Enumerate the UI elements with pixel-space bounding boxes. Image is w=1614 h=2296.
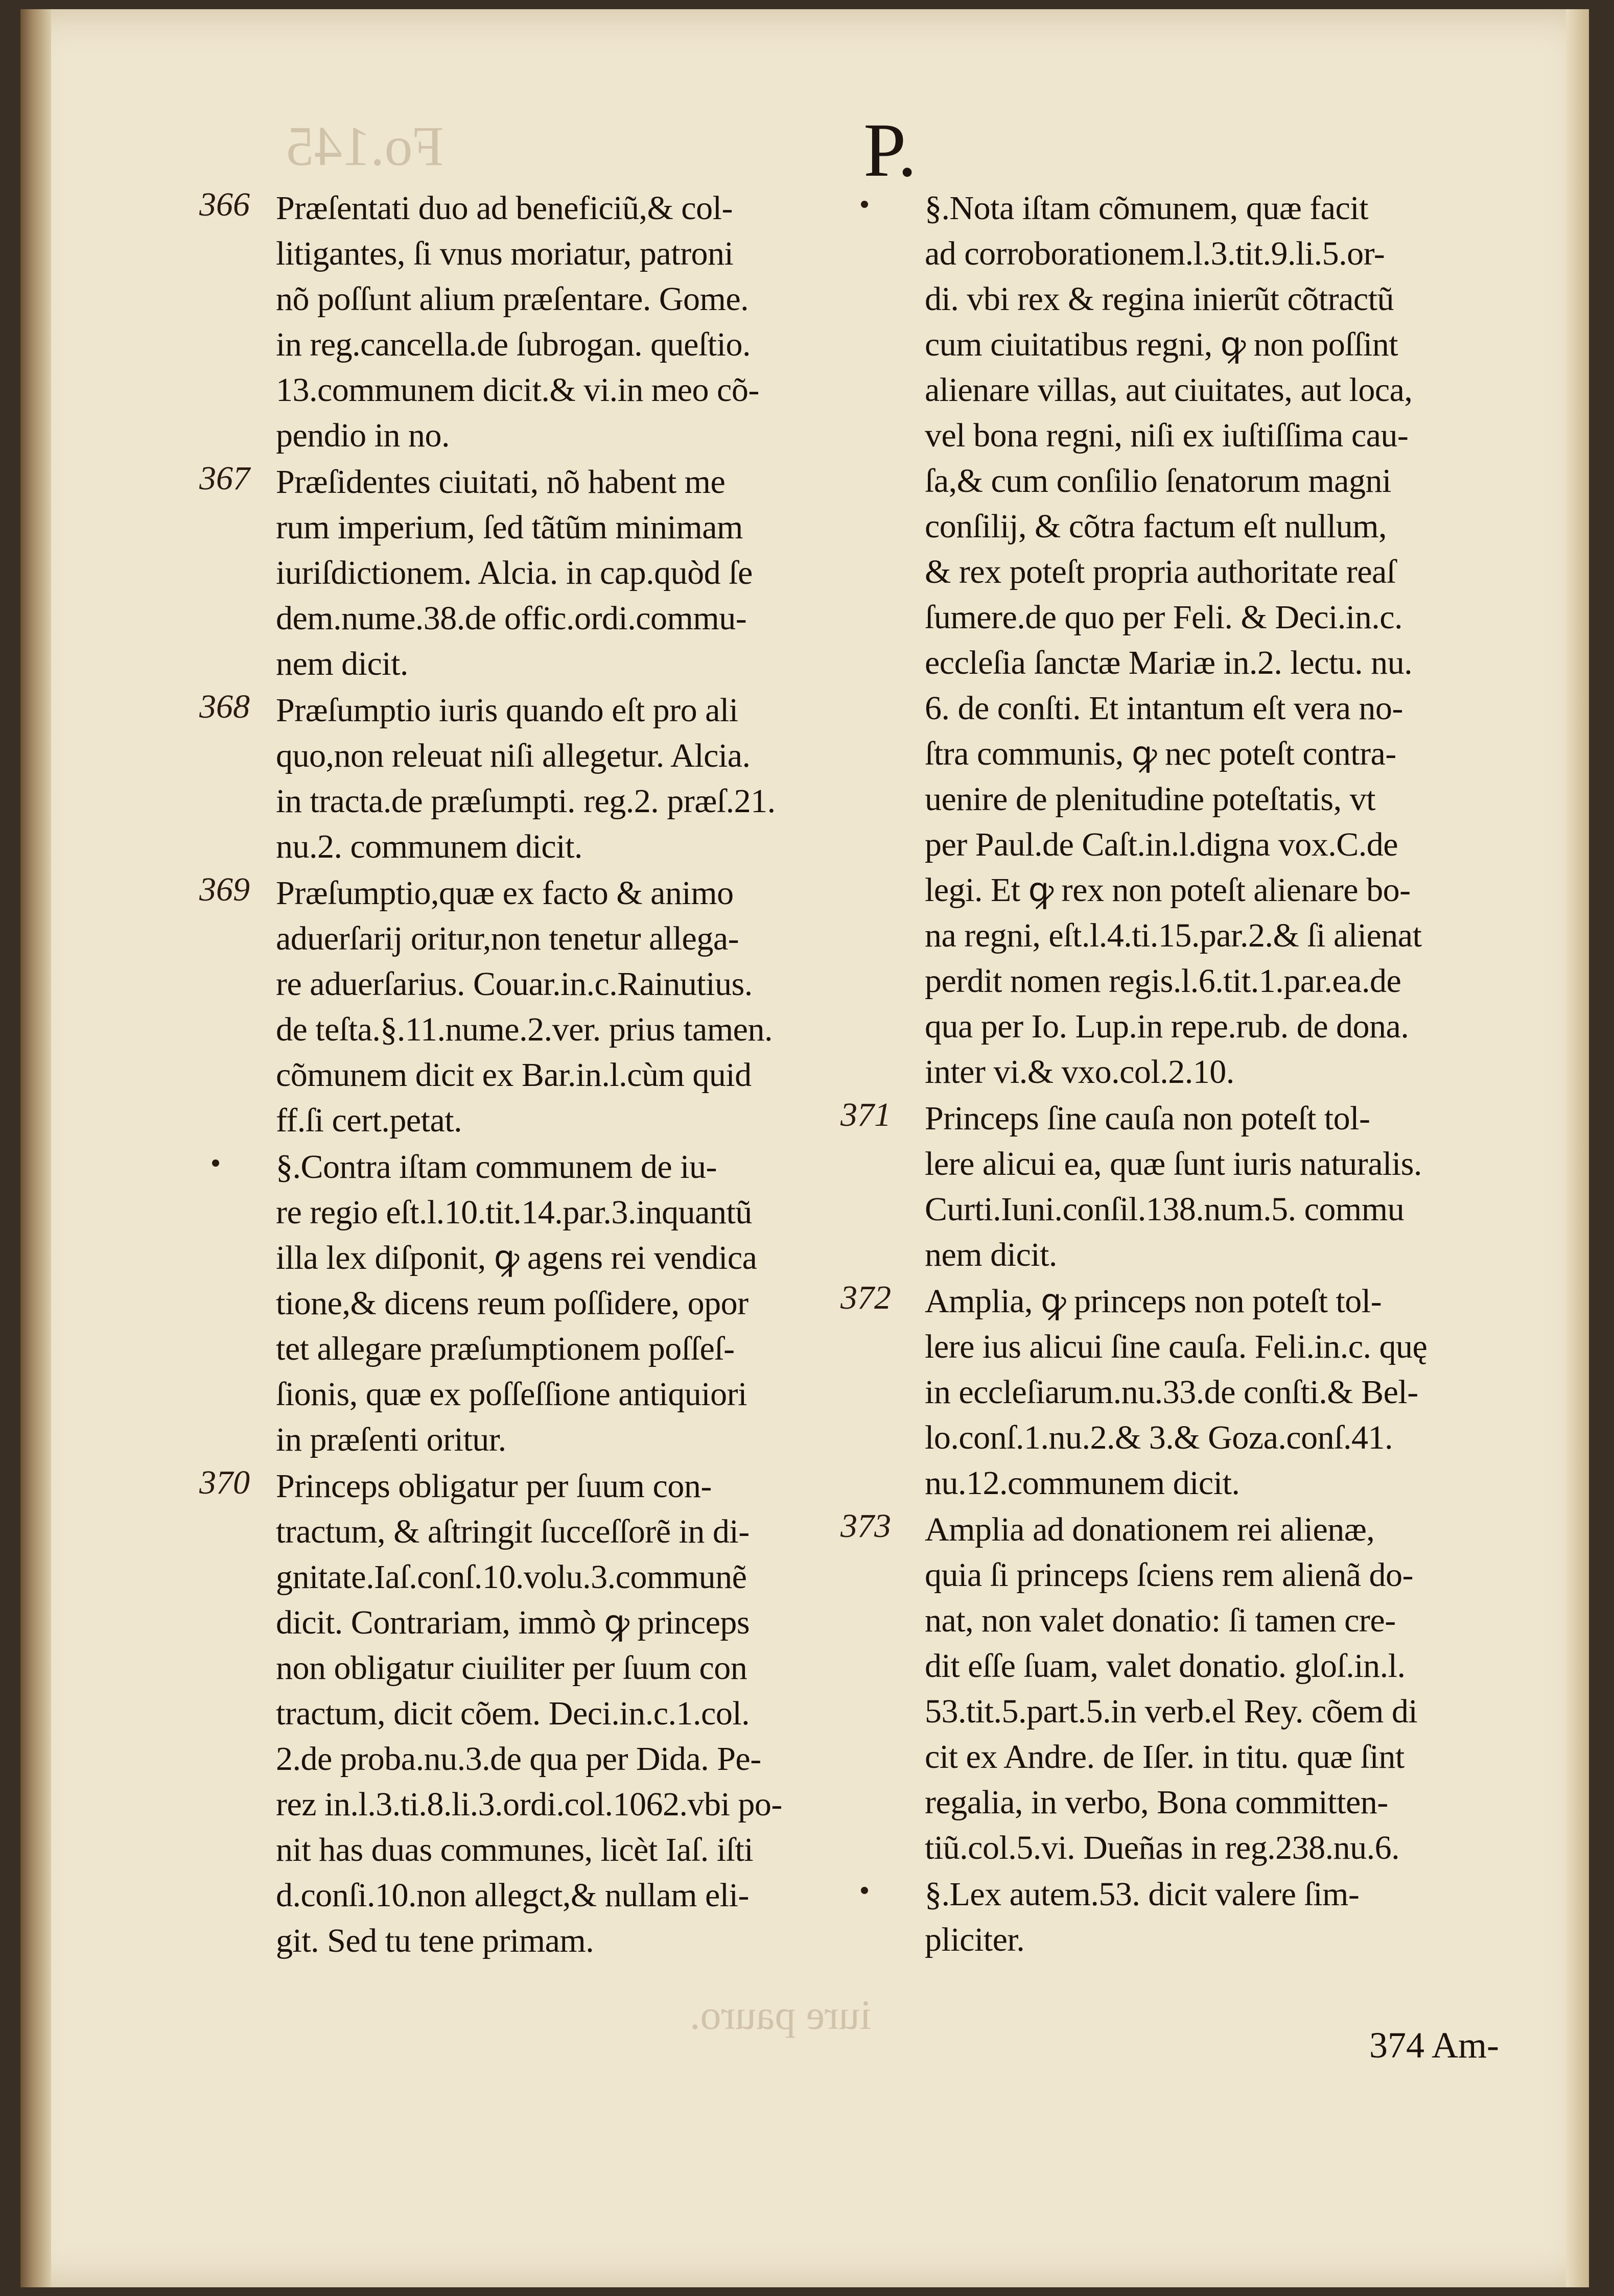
text-line: ſa,& cum conſilio ſenatorum magni bbox=[925, 462, 1391, 500]
text-line: Præſidentes ciuitati, nõ habent me bbox=[276, 463, 726, 501]
text-line: nem dicit. bbox=[276, 645, 408, 682]
text-line: na regni, eſt.l.4.ti.15.par.2.& ſi alienat bbox=[925, 917, 1422, 954]
entry-number: 373 bbox=[840, 1507, 891, 1545]
text-line: in præſenti oritur. bbox=[276, 1421, 506, 1458]
text-line: ff.ſi cert.petat. bbox=[276, 1102, 462, 1139]
binding-edge bbox=[20, 9, 51, 2287]
text-line: per Paul.de Caſt.in.l.digna vox.C.de bbox=[925, 826, 1398, 863]
text-line: lere alicui ea, quæ ſunt iuris naturalis. bbox=[925, 1145, 1422, 1182]
text-line: quia ſi princeps ſciens rem alienã do- bbox=[925, 1556, 1413, 1594]
text-line: regalia, in verbo, Bona committen- bbox=[925, 1784, 1388, 1821]
text-line: Princeps ſine cauſa non poteſt tol- bbox=[925, 1100, 1370, 1137]
text-line: uenire de plenitudine poteſtatis, vt bbox=[925, 780, 1375, 818]
text-line: dem.nume.38.de offic.ordi.commu- bbox=[276, 600, 747, 637]
text-line: Præſentati duo ad beneficiũ,& col- bbox=[276, 190, 733, 227]
text-entry bbox=[199, 688, 874, 869]
text-line: ſtra communis, ꝙ nec poteſt contra- bbox=[925, 735, 1396, 772]
paragraph-bullet bbox=[212, 1159, 219, 1167]
text-line: 53.tit.5.part.5.in verb.el Rey. cõem di bbox=[925, 1693, 1418, 1730]
text-line: pliciter. bbox=[925, 1921, 1025, 1958]
text-line: cum ciuitatibus regni, ꝙ non poſſint bbox=[925, 326, 1398, 363]
left-column bbox=[199, 185, 874, 1964]
signature-mark: P. bbox=[863, 108, 917, 193]
text-entry bbox=[840, 1507, 1523, 1871]
paragraph-bullet bbox=[861, 201, 868, 208]
text-entry bbox=[840, 1279, 1523, 1506]
text-line: eccleſia ſanctæ Mariæ in.2. lectu. nu. bbox=[925, 644, 1413, 681]
entry-number: 369 bbox=[199, 871, 250, 908]
text-line: re regio eſt.l.10.tit.14.par.3.inquantũ bbox=[276, 1194, 752, 1231]
text-line: ſumere.de quo per Feli. & Deci.in.c. bbox=[925, 599, 1403, 636]
entry-number: 372 bbox=[840, 1279, 891, 1316]
text-line: re aduerſarius. Couar.in.c.Rainutius. bbox=[276, 965, 753, 1003]
text-line: Curti.Iuni.conſil.138.num.5. commu bbox=[925, 1191, 1405, 1228]
text-line: in tracta.de præſumpti. reg.2. præſ.21. bbox=[276, 783, 776, 820]
text-line: rez in.l.3.ti.8.li.3.ordi.col.1062.vbi po- bbox=[276, 1786, 782, 1823]
text-entry bbox=[199, 870, 874, 1143]
page-edge bbox=[1566, 9, 1589, 2287]
text-line: tractum, dicit cõem. Deci.in.c.1.col. bbox=[276, 1695, 750, 1732]
text-line: d.conſi.10.non allegct,& nullam eli- bbox=[276, 1877, 749, 1914]
text-entry bbox=[199, 459, 874, 687]
text-line: Princeps obligatur per ſuum con- bbox=[276, 1467, 712, 1505]
text-line: tet allegare præſumptionem poſſeſ- bbox=[276, 1330, 735, 1367]
text-entry bbox=[840, 1096, 1523, 1277]
text-line: §.Lex autem.53. dicit valere ſim- bbox=[925, 1876, 1360, 1913]
text-line: conſilij, & cõtra factum eſt nullum, bbox=[925, 508, 1387, 545]
text-line: §.Nota iſtam cõmunem, quæ facit bbox=[925, 190, 1368, 227]
text-line: ad corroborationem.l.3.tit.9.li.5.or- bbox=[925, 235, 1385, 272]
text-line: pendio in no. bbox=[276, 417, 450, 454]
text-line: Amplia, ꝙ princeps non poteſt tol- bbox=[925, 1283, 1382, 1320]
text-line: vel bona regni, niſi ex iuſtiſſima cau- bbox=[925, 417, 1409, 454]
text-line: di. vbi rex & regina inierũt cõtractũ bbox=[925, 280, 1394, 318]
text-line: nõ poſſunt alium præſentare. Gome. bbox=[276, 280, 749, 318]
entry-number: 371 bbox=[840, 1096, 891, 1133]
text-line: illa lex diſponit, ꝙ agens rei vendica bbox=[276, 1239, 757, 1276]
text-line: inter vi.& vxo.col.2.10. bbox=[925, 1053, 1234, 1091]
text-line: nu.12.communem dicit. bbox=[925, 1464, 1240, 1502]
text-line: nu.2. communem dicit. bbox=[276, 828, 582, 865]
paragraph-bullet bbox=[861, 1887, 868, 1894]
text-line: cit ex Andre. de Iſer. in titu. quæ ſint bbox=[925, 1738, 1405, 1776]
text-line: cõmunem dicit ex Bar.in.l.cùm quid bbox=[276, 1056, 752, 1094]
entry-number: 366 bbox=[199, 186, 250, 223]
text-line: litigantes, ſi vnus moriatur, patroni bbox=[276, 235, 734, 272]
text-line: nit has duas communes, licèt Iaſ. iſti bbox=[276, 1831, 754, 1868]
text-line: lo.conſ.1.nu.2.& 3.& Goza.conſ.41. bbox=[925, 1419, 1393, 1456]
text-entry bbox=[889, 185, 1523, 1095]
right-column bbox=[840, 185, 1523, 1963]
text-line: 13.communem dicit.& vi.in meo cõ- bbox=[276, 371, 759, 409]
text-line: & rex poteſt propria authoritate reaſ bbox=[925, 553, 1396, 590]
text-line: 2.de proba.nu.3.de qua per Dida. Pe- bbox=[276, 1740, 761, 1778]
book-page bbox=[20, 9, 1589, 2287]
text-line: 6. de conſti. Et intantum eſt vera no- bbox=[925, 690, 1403, 727]
text-line: nem dicit. bbox=[925, 1236, 1057, 1273]
text-line: nat, non valet donatio: ſi tamen cre- bbox=[925, 1602, 1396, 1639]
entry-number: 367 bbox=[199, 460, 250, 497]
text-line: ſionis, quæ ex poſſeſſione antiquiori bbox=[276, 1376, 747, 1413]
show-through-text: iure pauro. bbox=[690, 1992, 872, 2038]
text-line: qua per Io. Lup.in repe.rub. de dona. bbox=[925, 1008, 1409, 1045]
text-line: iuriſdictionem. Alcia. in cap.quòd ſe bbox=[276, 554, 753, 591]
text-line: Amplia ad donationem rei alienæ, bbox=[925, 1511, 1375, 1548]
text-line: lere ius alicui ſine cauſa. Feli.in.c. quę bbox=[925, 1328, 1428, 1365]
show-through-folio: Fo.145 bbox=[286, 115, 444, 177]
text-line: git. Sed tu tene primam. bbox=[276, 1922, 594, 1959]
text-entry bbox=[889, 1872, 1523, 1962]
text-line: §.Contra iſtam communem de iu- bbox=[276, 1148, 717, 1186]
text-line: rum imperium, ſed tãtũm minimam bbox=[276, 509, 743, 546]
text-line: tiũ.col.5.vi. Dueñas in reg.238.nu.6. bbox=[925, 1829, 1400, 1866]
text-line: non obligatur ciuiliter per ſuum con bbox=[276, 1649, 747, 1687]
entry-number: 370 bbox=[199, 1464, 250, 1501]
text-entry bbox=[199, 185, 874, 458]
text-line: in eccleſiarum.nu.33.de conſti.& Bel- bbox=[925, 1374, 1418, 1411]
text-entry bbox=[240, 1144, 874, 1462]
text-line: aduerſarij oritur,non tenetur allega- bbox=[276, 920, 739, 957]
text-line: quo,non releuat niſi allegetur. Alcia. bbox=[276, 737, 751, 774]
text-line: tione,& dicens reum poſſidere, opor bbox=[276, 1285, 748, 1322]
text-line: dicit. Contrariam, immò ꝙ princeps bbox=[276, 1604, 750, 1641]
text-line: tractum, & aſtringit ſucceſſorẽ in di- bbox=[276, 1513, 750, 1550]
text-line: alienare villas, aut ciuitates, aut loca, bbox=[925, 371, 1413, 409]
entry-number: 368 bbox=[199, 688, 250, 725]
text-line: Præſumptio iuris quando eſt pro ali bbox=[276, 692, 738, 729]
text-line: dit eſſe ſuam, valet donatio. gloſ.in.l. bbox=[925, 1647, 1406, 1685]
text-line: de teſta.§.11.nume.2.ver. prius tamen. bbox=[276, 1011, 773, 1048]
text-line: gnitate.Iaſ.conſ.10.volu.3.communẽ bbox=[276, 1558, 747, 1596]
text-line: legi. Et ꝙ rex non poteſt alienare bo- bbox=[925, 871, 1411, 909]
text-line: perdit nomen regis.l.6.tit.1.par.ea.de bbox=[925, 962, 1401, 1000]
text-entry bbox=[199, 1463, 874, 1963]
text-line: Præſumptio,quæ ex facto & animo bbox=[276, 874, 734, 912]
text-line: in reg.cancella.de ſubrogan. queſtio. bbox=[276, 326, 751, 363]
catchword: 374 Am- bbox=[1369, 2025, 1500, 2066]
